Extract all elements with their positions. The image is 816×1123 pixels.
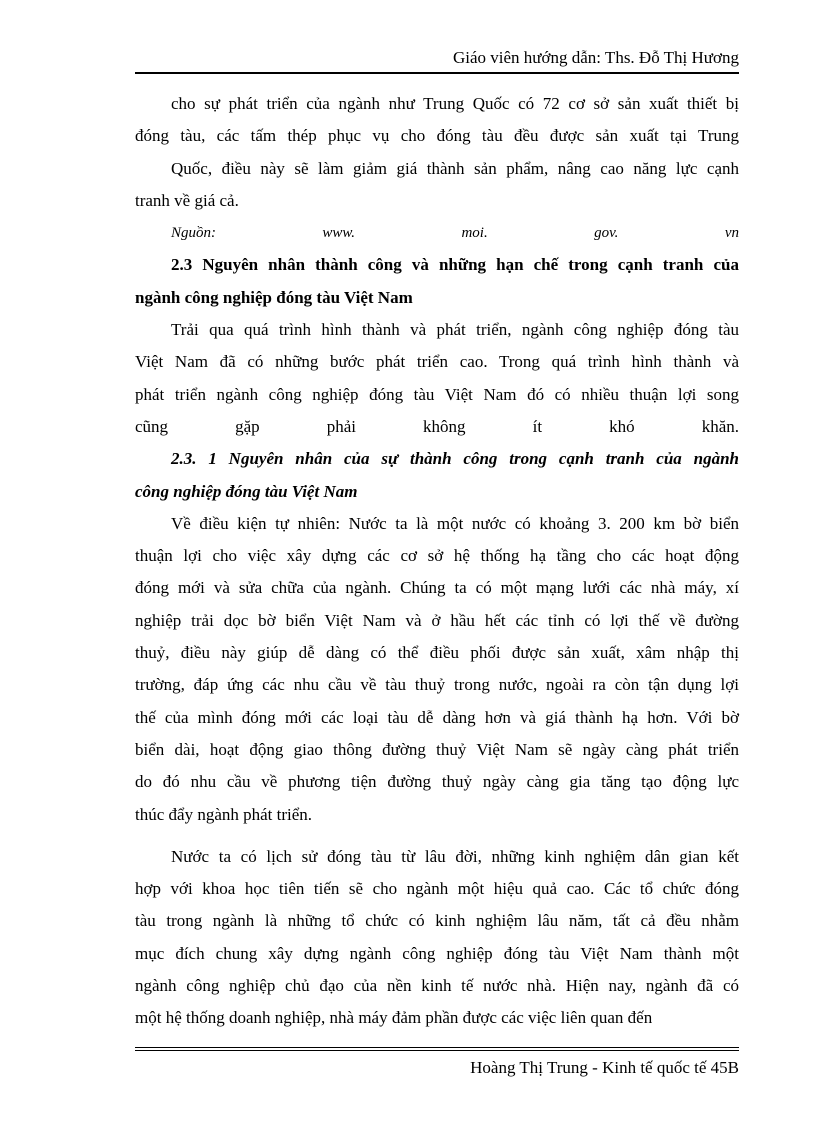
text-line: Về điều kiện tự nhiên: Nước ta là một nước có khoảng 3. 200 km bờ biển: [171, 513, 739, 533]
heading-line: công nghiệp đóng tàu Việt Nam: [135, 481, 358, 501]
footer-rule: [135, 1047, 739, 1048]
text-line: đóng tàu, các tấm thép phục vụ cho đóng tàu đều được sản xuất tại Trung: [135, 126, 739, 146]
text-line: tranh về giá cả.: [135, 190, 239, 210]
text-line: mục đích chung xây dựng ngành công nghiệp đóng tàu Việt Nam thành một: [135, 943, 739, 963]
text-line: trường, đáp ứng các nhu cầu về tàu thuỷ trong nước, ngoài ra còn tận dụng lợi: [135, 675, 739, 695]
text-line: thuận lợi cho việc xây dựng các cơ sở hệ thống hạ tầng cho các hoạt động: [135, 546, 739, 566]
header-rule: [135, 72, 739, 74]
header-text: Giáo viên hướng dẫn: Ths. Đỗ Thị Hương: [452, 48, 739, 67]
footer-rule: [135, 1050, 739, 1051]
subsection-heading: [135, 443, 739, 508]
paragraph-3: [135, 508, 739, 831]
source-citation: Nguồn: www. moi. gov. vn: [171, 225, 739, 242]
footer-text: Hoàng Thị Trung - Kinh tế quốc tế 45B: [470, 1058, 739, 1077]
text-line: thuỷ, điều này giúp dễ dàng có thể điều phối được sản xuất, xâm nhập thị: [135, 643, 739, 663]
text-line: Việt Nam đã có những bước phát triển cao. Trong quá trình hình thành và: [135, 352, 739, 372]
text-line: nghiệp trải dọc bờ biển Việt Nam và ở hầu hết các tỉnh có lợi thế về đường: [135, 610, 739, 630]
text-line: ngành công nghiệp chủ đạo của nền kinh tế nước nhà. Hiện nay, ngành đã có: [135, 976, 739, 996]
heading-line: 2.3. 1 Nguyên nhân của sự thành công trong cạnh tranh của ngành: [171, 449, 739, 469]
text-line: đóng mới và sửa chữa của ngành. Chúng ta có một mạng lưới các nhà máy, xí: [135, 578, 739, 598]
paragraph-gap: [135, 831, 739, 841]
page-header: [135, 46, 739, 74]
text-line: biển dài, hoạt động giao thông đường thuỷ Việt Nam sẽ ngày càng phát triển: [135, 739, 739, 759]
section-heading: [135, 249, 739, 314]
text-line: cũng gặp phải không ít khó khăn.: [135, 416, 739, 436]
text-line: tàu trong ngành là những tổ chức có kinh nghiệm lâu năm, tất cả đều nhằm: [135, 911, 739, 931]
heading-line: 2.3 Nguyên nhân thành công và những hạn chế trong cạnh tranh của: [171, 255, 739, 275]
text-line: thúc đẩy ngành phát triển.: [135, 804, 313, 824]
page-footer: [135, 1047, 739, 1082]
paragraph-2: [135, 314, 739, 443]
text-line: hợp với khoa học tiên tiến sẽ cho ngành một hiệu quả cao. Các tổ chức đóng: [135, 879, 739, 899]
heading-line: ngành công nghiệp đóng tàu Việt Nam: [135, 287, 413, 307]
document-body: [135, 88, 739, 1035]
text-line: Nước ta có lịch sử đóng tàu từ lâu đời, những kinh nghiệm dân gian kết: [171, 846, 739, 866]
text-line: Quốc, điều này sẽ làm giảm giá thành sản phẩm, nâng cao năng lực cạnh: [171, 158, 739, 178]
paragraph-4: [135, 841, 739, 1035]
text-line: do đó nhu cầu về phương tiện đường thuỷ ngày càng gia tăng tạo động lực: [135, 772, 739, 792]
text-line: Trải qua quá trình hình thành và phát triển, ngành công nghiệp đóng tàu: [171, 320, 739, 340]
text-line: thế của mình đóng mới các loại tàu dễ dàng hơn và giá thành hạ hơn. Với bờ: [135, 707, 739, 727]
paragraph-1: [135, 88, 739, 217]
text-line: phát triển ngành công nghiệp đóng tàu Việt Nam đó có nhiều thuận lợi song: [135, 384, 739, 404]
text-line: cho sự phát triển của ngành như Trung Quốc có 72 cơ sở sản xuất thiết bị: [171, 94, 739, 113]
text-line: một hệ thống doanh nghiệp, nhà máy đảm phần được các việc liên quan đến: [135, 1008, 653, 1028]
